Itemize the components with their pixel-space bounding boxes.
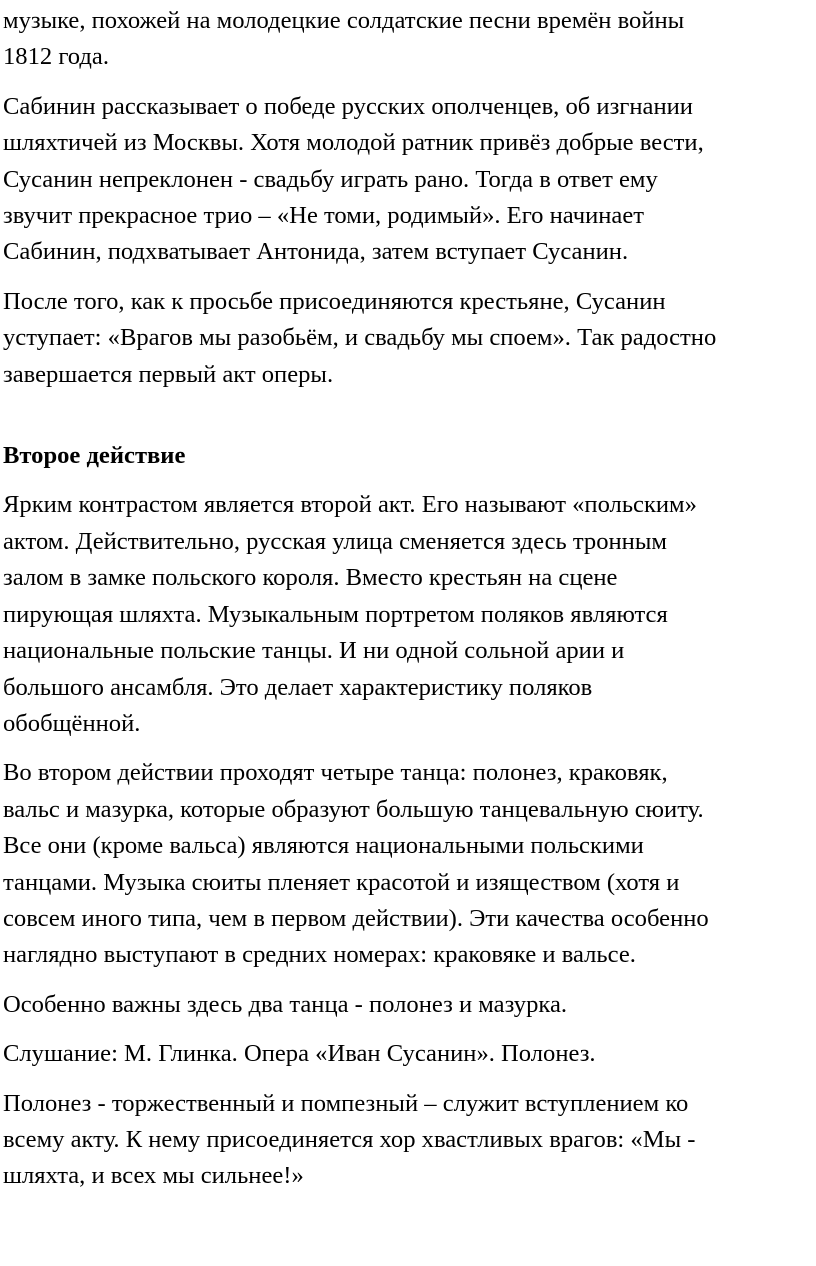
paragraph-soldier-songs: музыке, похожей на молодецкие солдатские песни времён войны 1812 года. [3,7,685,71]
paragraph-important-dances: Особенно важны здесь два танца - полонез и мазурка. [3,990,568,1018]
paragraph-first-act-ending: После того, как к просьбе присоединяются крестьяне, Сусанин уступает: «Врагов мы разобьём, и свадьбу мы споем». Так радостно завершается первый акт оперы. [3,287,717,388]
document-page [3,0,815,1195]
paragraph-sabinin-news: Сабинин рассказывает о победе русских ополченцев, об изгнании шляхтичей из Москвы. Хотя молодой ратник привёз добрые вести, Сусанин непреклонен - свадьбу играть рано. Тогда в ответ ему звучит прекрасное трио – «Не томи, родимый». Его начинает Сабинин, подхватывает Антонида, затем вступает Сусанин. [3,92,704,266]
paragraph-listening: Слушание: М. Глинка. Опера «Иван Сусанин». Полонез. [3,1040,596,1068]
paragraph-dance-suite: Во втором действии проходят четыре танца: полонез, краковяк, вальс и мазурка, которые образуют большую танцевальную сюиту. Все они (кроме вальса) являются национальными польскими танцами. Музыка сюиты пленяет красотой и изяществом (хотя и совсем иного типа, чем в первом действии). Эти качества особенно наглядно выступают в средних номерах: краковяке и вальсе. [3,759,709,969]
paragraph-polish-act: Ярким контрастом является второй акт. Его называют «польским» актом. Действительно, русская улица сменяется здесь тронным залом в замке польского короля. Вместо крестьян на сцене пирующая шляхта. Музыкальным портретом поляков являются национальные польские танцы. И ни одной сольной арии и большого ансамбля. Это делает характеристику поляков обобщённой. [3,491,697,737]
section-heading-second-act: Второе действие [3,442,186,470]
paragraph-polonaise: Полонез - торжественный и помпезный – служит вступлением ко всему акту. К нему присоединяется хор хвастливых врагов: «Мы - шляхта, и всех мы сильнее!» [3,1089,696,1190]
